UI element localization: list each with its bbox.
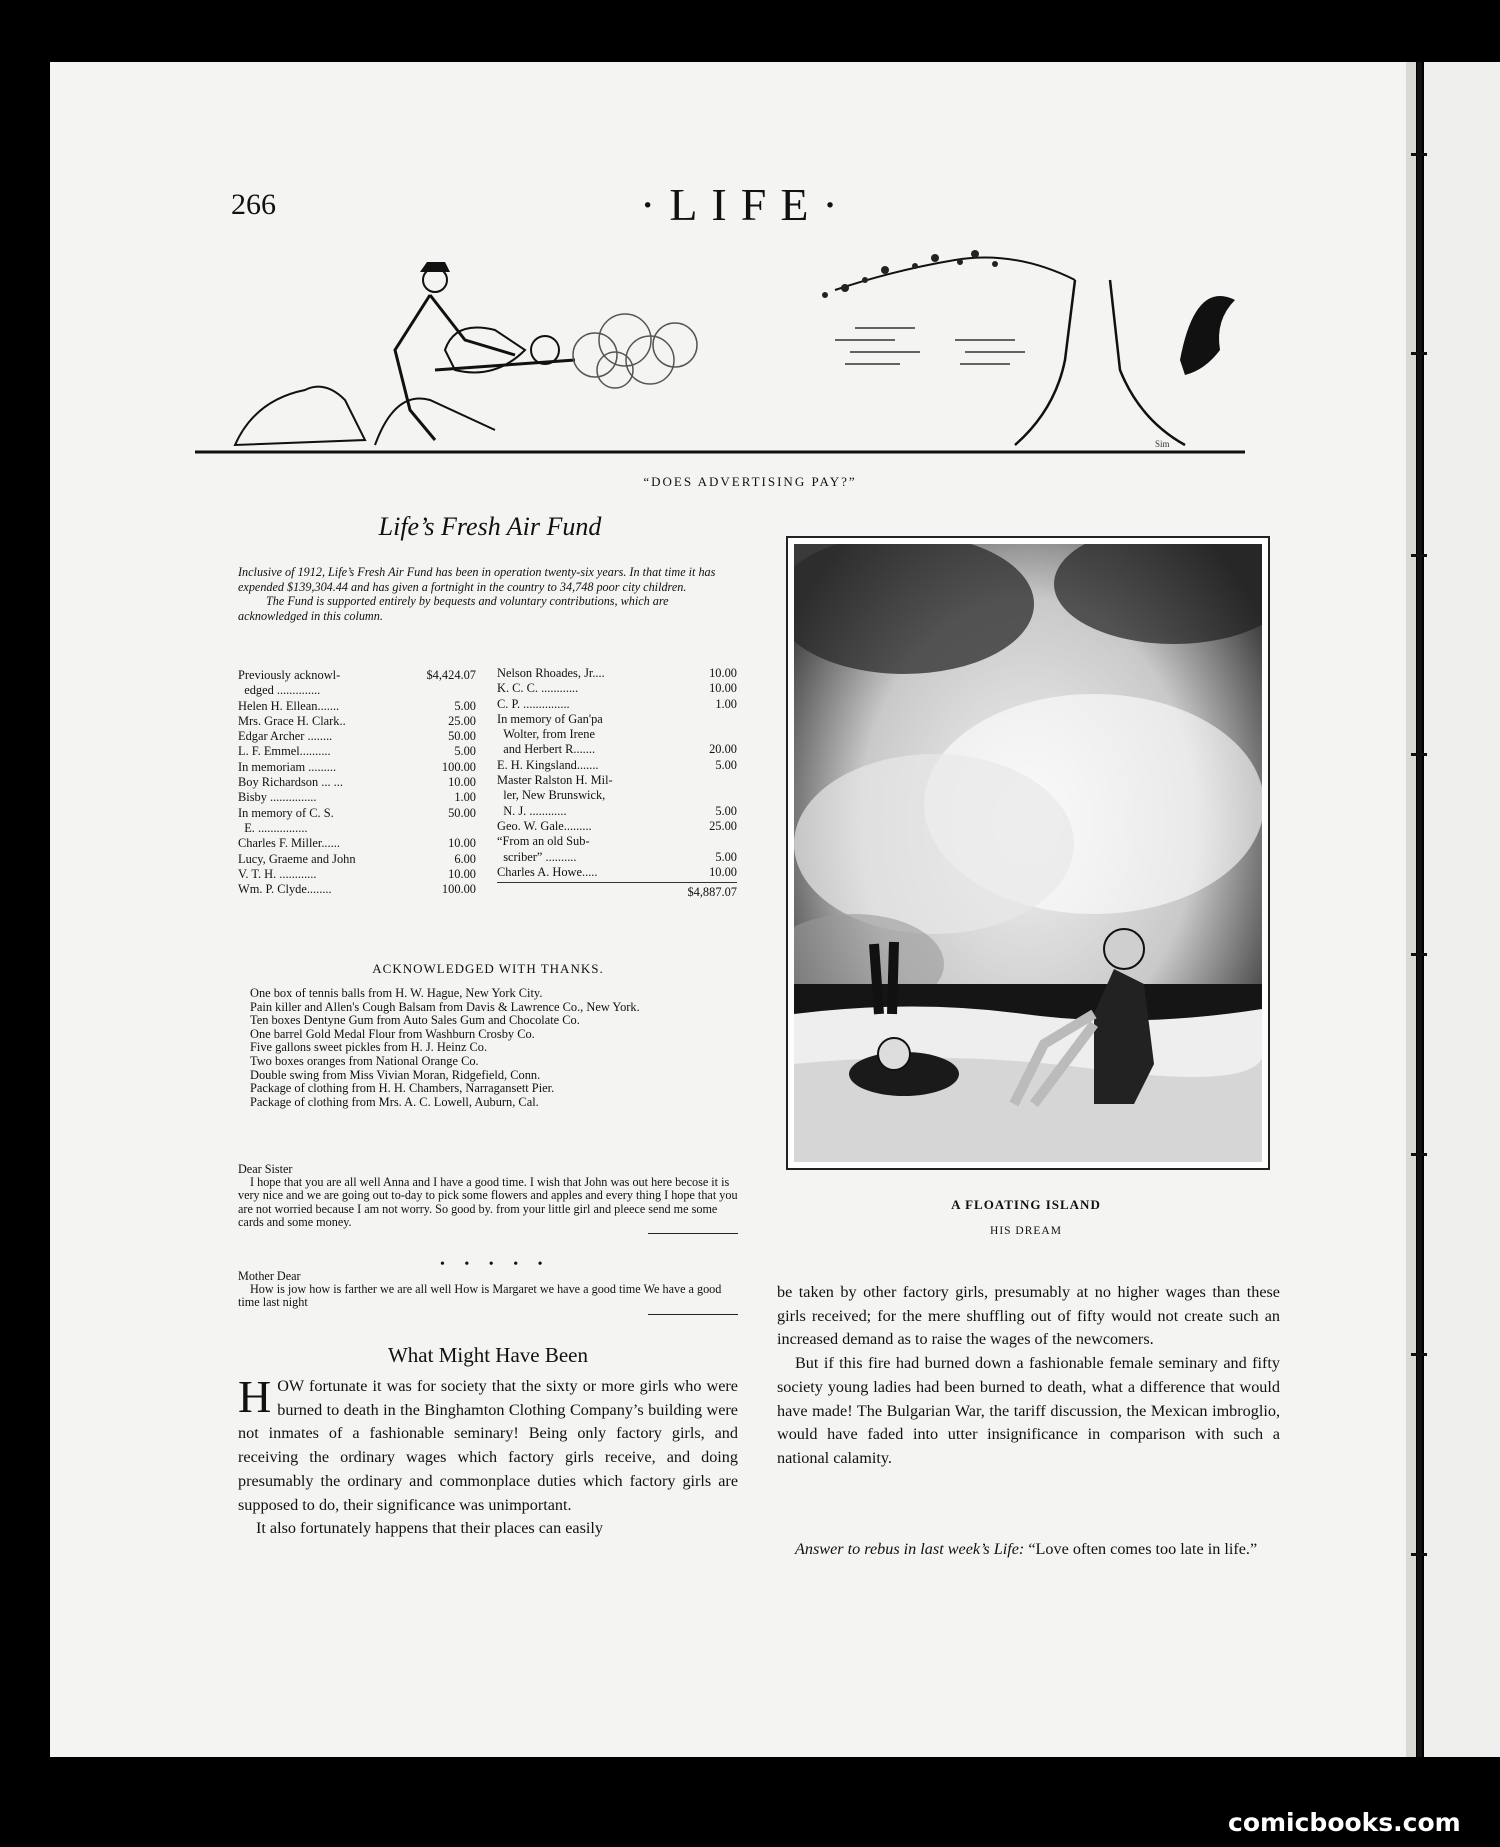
ledger-row — [238, 806, 476, 837]
cartoon-caption: “DOES ADVERTISING PAY?” — [643, 474, 857, 489]
article-column-right — [777, 1281, 1280, 1471]
article-column-left — [238, 1371, 738, 1541]
divider — [648, 1314, 738, 1315]
ledger-left-column — [238, 668, 476, 897]
donation-amount: 20.00 — [709, 742, 737, 757]
ledger-row — [238, 744, 476, 759]
donation-amount: 5.00 — [454, 698, 476, 713]
donation-amount: 10.00 — [709, 666, 737, 680]
donation-amount: $4,424.07 — [426, 668, 476, 682]
donor-name: C. P. ............... — [497, 696, 570, 711]
donation-amount: 10.00 — [709, 681, 737, 696]
donation-amount: 6.00 — [454, 851, 476, 866]
adjacent-page-edge — [1424, 62, 1500, 1757]
list-item: Package of clothing from Mrs. A. C. Lowell, Auburn, Cal. — [250, 1094, 539, 1109]
donation-amount: 1.00 — [715, 696, 737, 711]
donor-name: Bisby ............... — [238, 790, 317, 805]
list-item: Pain killer and Allen's Cough Balsam from Davis & Lawrence Co., New York. — [250, 999, 640, 1014]
donation-amount: 25.00 — [709, 818, 737, 833]
donor-name: Mrs. Grace H. Clark.. — [238, 713, 346, 728]
donation-amount: 10.00 — [709, 864, 737, 879]
fund-intro — [238, 565, 738, 623]
letter-mother-dear — [238, 1270, 738, 1315]
list-item: Five gallons sweet pickles from H. J. Heinz Co. — [250, 1040, 488, 1055]
donor-name: Charles F. Miller...... — [238, 836, 340, 851]
illustration-subtitle: HIS DREAM — [990, 1225, 1062, 1237]
ledger-row — [497, 666, 737, 681]
donor-name: L. F. Emmel.......... — [238, 744, 331, 759]
ledger-row — [238, 760, 476, 775]
donation-amount: 100.00 — [441, 882, 476, 897]
donation-amount: 5.00 — [715, 757, 737, 772]
donor-name: “From an old Sub- scriber” .......... — [497, 834, 590, 864]
donation-amount: 10.00 — [448, 836, 476, 851]
list-item: Two boxes oranges from National Orange Co. — [250, 1053, 479, 1068]
article-title: What Might Have Been — [387, 1343, 589, 1367]
intro-paragraph: Inclusive of 1912, Life’s Fresh Air Fund has been in operation twenty-six years. In that time it has expended $139,304.44 and has given a fortnight in the country to 34,748 poor city children. — [238, 565, 716, 594]
article-paragraph: But if this fire had burned down a fashionable female seminary and fifty society young ladies had been burned to death, what a difference that would have made! The Bulgarian War, the tariff discussion, the Mexican imbroglio, would have faded into utter insignificance in comparison with such a national calamity. — [777, 1354, 1280, 1467]
binding-tick — [1411, 1353, 1427, 1356]
ledger-row — [238, 714, 476, 729]
ledger-row — [238, 867, 476, 882]
site-watermark: comicbooks.com — [1228, 1808, 1461, 1837]
paragraph-text: OW fortunate it was for society that the sixty or more girls who were burned to death in the Binghamton Clothing Company’s building were not inmates of a fashionable seminary! Being only factory girls, and receiving the ordinary wages which factory girls receive, and doing presumably the ordinary and commonplace duties which factory girls are supposed to do, their significance was unimportant. — [238, 1377, 738, 1514]
donor-name: E. H. Kingsland....... — [497, 757, 599, 772]
list-item: Ten boxes Dentyne Gum from Auto Sales Gum and Chocolate Co. — [250, 1013, 580, 1028]
binding-tick — [1411, 753, 1427, 756]
ledger-row — [497, 697, 737, 712]
ledger-row — [238, 668, 476, 699]
drop-cap: H — [238, 1371, 272, 1422]
page-gutter — [1406, 62, 1416, 1757]
binding-tick — [1411, 153, 1427, 156]
cartoon-illustration — [195, 240, 1245, 455]
beach-scene-image — [794, 544, 1262, 1162]
ledger-row — [497, 865, 737, 880]
rebus-label: Answer to rebus in last week’s Life: — [795, 1540, 1025, 1558]
donation-amount: 5.00 — [454, 744, 476, 759]
donor-name: Charles A. Howe..... — [497, 864, 598, 879]
fund-title: Life’s Fresh Air Fund — [378, 512, 602, 541]
binding-tick — [1411, 1553, 1427, 1556]
ledger-row — [238, 729, 476, 744]
donation-amount: 5.00 — [715, 849, 737, 864]
ledger-row — [238, 790, 476, 805]
letter-body: I hope that you are all well Anna and I have a good time. I wish that John was out here becose it is very nice and we are going out to-day to pick some flowers and apples and every thing I hope that you are not worried because I am not worry. So good by. from your little girl and pleece send me some cards and some money. — [238, 1175, 738, 1229]
letter-salutation: Mother Dear — [238, 1269, 301, 1283]
donation-amount: 50.00 — [448, 805, 476, 820]
masthead: ·LIFE· — [640, 179, 852, 230]
donation-amount: 10.00 — [448, 866, 476, 881]
donor-name: In memoriam ......... — [238, 759, 337, 774]
list-item: One barrel Gold Medal Flour from Washburn Crosby Co. — [250, 1026, 535, 1041]
article-paragraph — [238, 1371, 738, 1517]
ledger-row — [238, 699, 476, 714]
illustration-title: A FLOATING ISLAND — [951, 1197, 1101, 1212]
donor-name: Previously acknowl- edged .............. — [238, 668, 341, 698]
binding-tick — [1411, 352, 1427, 355]
article-paragraph: It also fortunately happens that their places can easily — [256, 1519, 604, 1538]
donor-name: Helen H. Ellean....... — [238, 698, 340, 713]
binding-tick — [1411, 953, 1427, 956]
ledger-row — [497, 758, 737, 773]
binding-tick — [1411, 554, 1427, 557]
page-number: 266 — [231, 188, 276, 221]
donor-name: Master Ralston H. Mil- ler, New Brunswick, N. J. ............ — [497, 773, 613, 818]
donor-name: In memory of C. S. E. ................ — [238, 805, 334, 835]
letter-dear-sister — [238, 1163, 738, 1234]
donor-name: Edgar Archer ........ — [238, 729, 333, 744]
donor-name: V. T. H. ............ — [238, 866, 317, 881]
svg-text:Sim: Sim — [1155, 439, 1170, 449]
letter-salutation: Dear Sister — [238, 1162, 293, 1176]
fund-total: $4,887.07 — [497, 882, 737, 900]
donation-amount: 5.00 — [715, 803, 737, 818]
letter-body: How is jow how is farther we are all well How is Margaret we have a good time We have a good time last night — [238, 1282, 722, 1310]
list-item: Package of clothing from H. H. Chambers, Narragansett Pier. — [250, 1081, 555, 1096]
ledger-row — [238, 882, 476, 897]
donation-amount: 25.00 — [448, 713, 476, 728]
donation-amount: 100.00 — [441, 759, 476, 774]
list-item: One box of tennis balls from H. W. Hague, New York City. — [250, 986, 543, 1000]
donor-name: K. C. C. ............ — [497, 681, 579, 696]
donor-name: Boy Richardson ... ... — [238, 775, 343, 790]
ledger-row — [497, 819, 737, 834]
ledger-row — [497, 834, 737, 865]
intro-paragraph: The Fund is supported entirely by bequests and voluntary contributions, which are acknowledged in this column. — [238, 594, 669, 623]
acknowledged-list — [238, 987, 738, 1109]
donor-name: Wm. P. Clyde........ — [238, 882, 332, 897]
donation-amount: 10.00 — [448, 775, 476, 790]
acknowledged-heading: ACKNOWLEDGED WITH THANKS. — [372, 961, 604, 976]
donor-name: Geo. W. Gale......... — [497, 818, 592, 833]
donation-amount: 50.00 — [448, 729, 476, 744]
floating-island-illustration — [786, 536, 1270, 1170]
ledger-row — [497, 712, 737, 758]
donor-name: Nelson Rhoades, Jr.... — [497, 666, 605, 680]
separator-dots: • • • • • — [440, 1257, 551, 1272]
divider — [648, 1233, 738, 1234]
ledger-right-column — [497, 666, 737, 900]
ledger-row — [238, 852, 476, 867]
article-paragraph: be taken by other factory girls, presumably at no higher wages than these girls received; for the mere shuffling out of fifty would not create such an increased demand as to raise the wages of the newcomers. — [777, 1283, 1280, 1349]
binding-line — [1417, 62, 1422, 1757]
list-item: Double swing from Miss Vivian Moran, Ridgefield, Conn. — [250, 1067, 541, 1082]
rebus-answer — [777, 1538, 1280, 1562]
donor-name: Lucy, Graeme and John — [238, 851, 356, 866]
ledger-row — [497, 681, 737, 696]
donation-amount: 1.00 — [454, 790, 476, 805]
binding-tick — [1411, 1153, 1427, 1156]
ledger-row — [238, 775, 476, 790]
donor-name: In memory of Gan'pa Wolter, from Irene and Herbert R....... — [497, 711, 603, 757]
rebus-text: “Love often comes too late in life.” — [1028, 1540, 1258, 1558]
ledger-row — [238, 836, 476, 851]
ledger-row — [497, 773, 737, 819]
